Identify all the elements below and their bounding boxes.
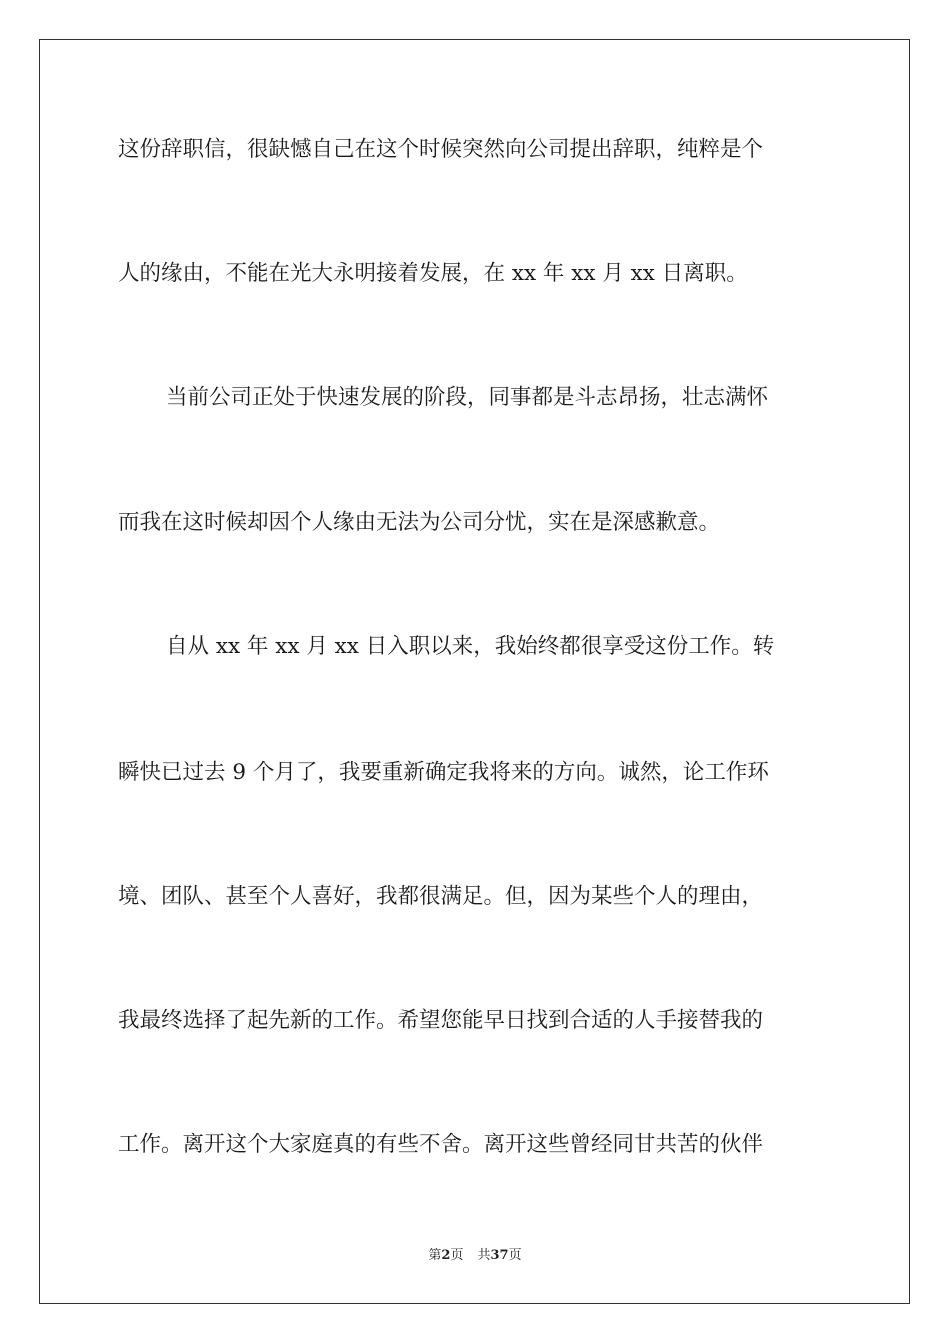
paragraph-line-9: 工作。离开这个大家庭真的有些不舍。离开这些曾经同甘共苦的伙伴 bbox=[118, 1132, 764, 1157]
paragraph-line-1: 这份辞职信，很缺憾自己在这个时候突然向公司提出辞职，纯粹是个 bbox=[118, 137, 764, 162]
page-border bbox=[39, 39, 910, 1304]
paragraph-line-5: 自从 xx 年 xx 月 xx 日入职以来，我始终都很享受这份工作。转 bbox=[166, 634, 775, 659]
paragraph-line-2: 人的缘由，不能在光大永明接着发展，在 xx 年 xx 月 xx 日离职。 bbox=[118, 261, 748, 286]
paragraph-line-6: 瞬快已过去 9 个月了，我要重新确定我将来的方向。诚然，论工作环 bbox=[118, 760, 769, 785]
footer-page-suffix: 页 bbox=[450, 1248, 464, 1263]
footer-total-suffix: 页 bbox=[508, 1248, 522, 1263]
paragraph-line-8: 我最终选择了起先新的工作。希望您能早日找到合适的人手接替我的 bbox=[118, 1008, 764, 1033]
paragraph-line-7: 境、团队、甚至个人喜好，我都很满足。但，因为某些个人的理由， bbox=[118, 884, 764, 909]
paragraph-line-4: 而我在这时候却因个人缘由无法为公司分忧，实在是深感歉意。 bbox=[118, 510, 721, 535]
footer-page-number: 2 bbox=[441, 1248, 451, 1263]
footer-page-prefix: 第 bbox=[428, 1248, 442, 1263]
footer-total-prefix: 共 bbox=[477, 1248, 491, 1263]
paragraph-line-3: 当前公司正处于快速发展的阶段，同事都是斗志昂扬，壮志满怀 bbox=[166, 385, 769, 410]
footer-total-pages: 37 bbox=[490, 1248, 509, 1263]
page-footer bbox=[0, 1247, 950, 1265]
